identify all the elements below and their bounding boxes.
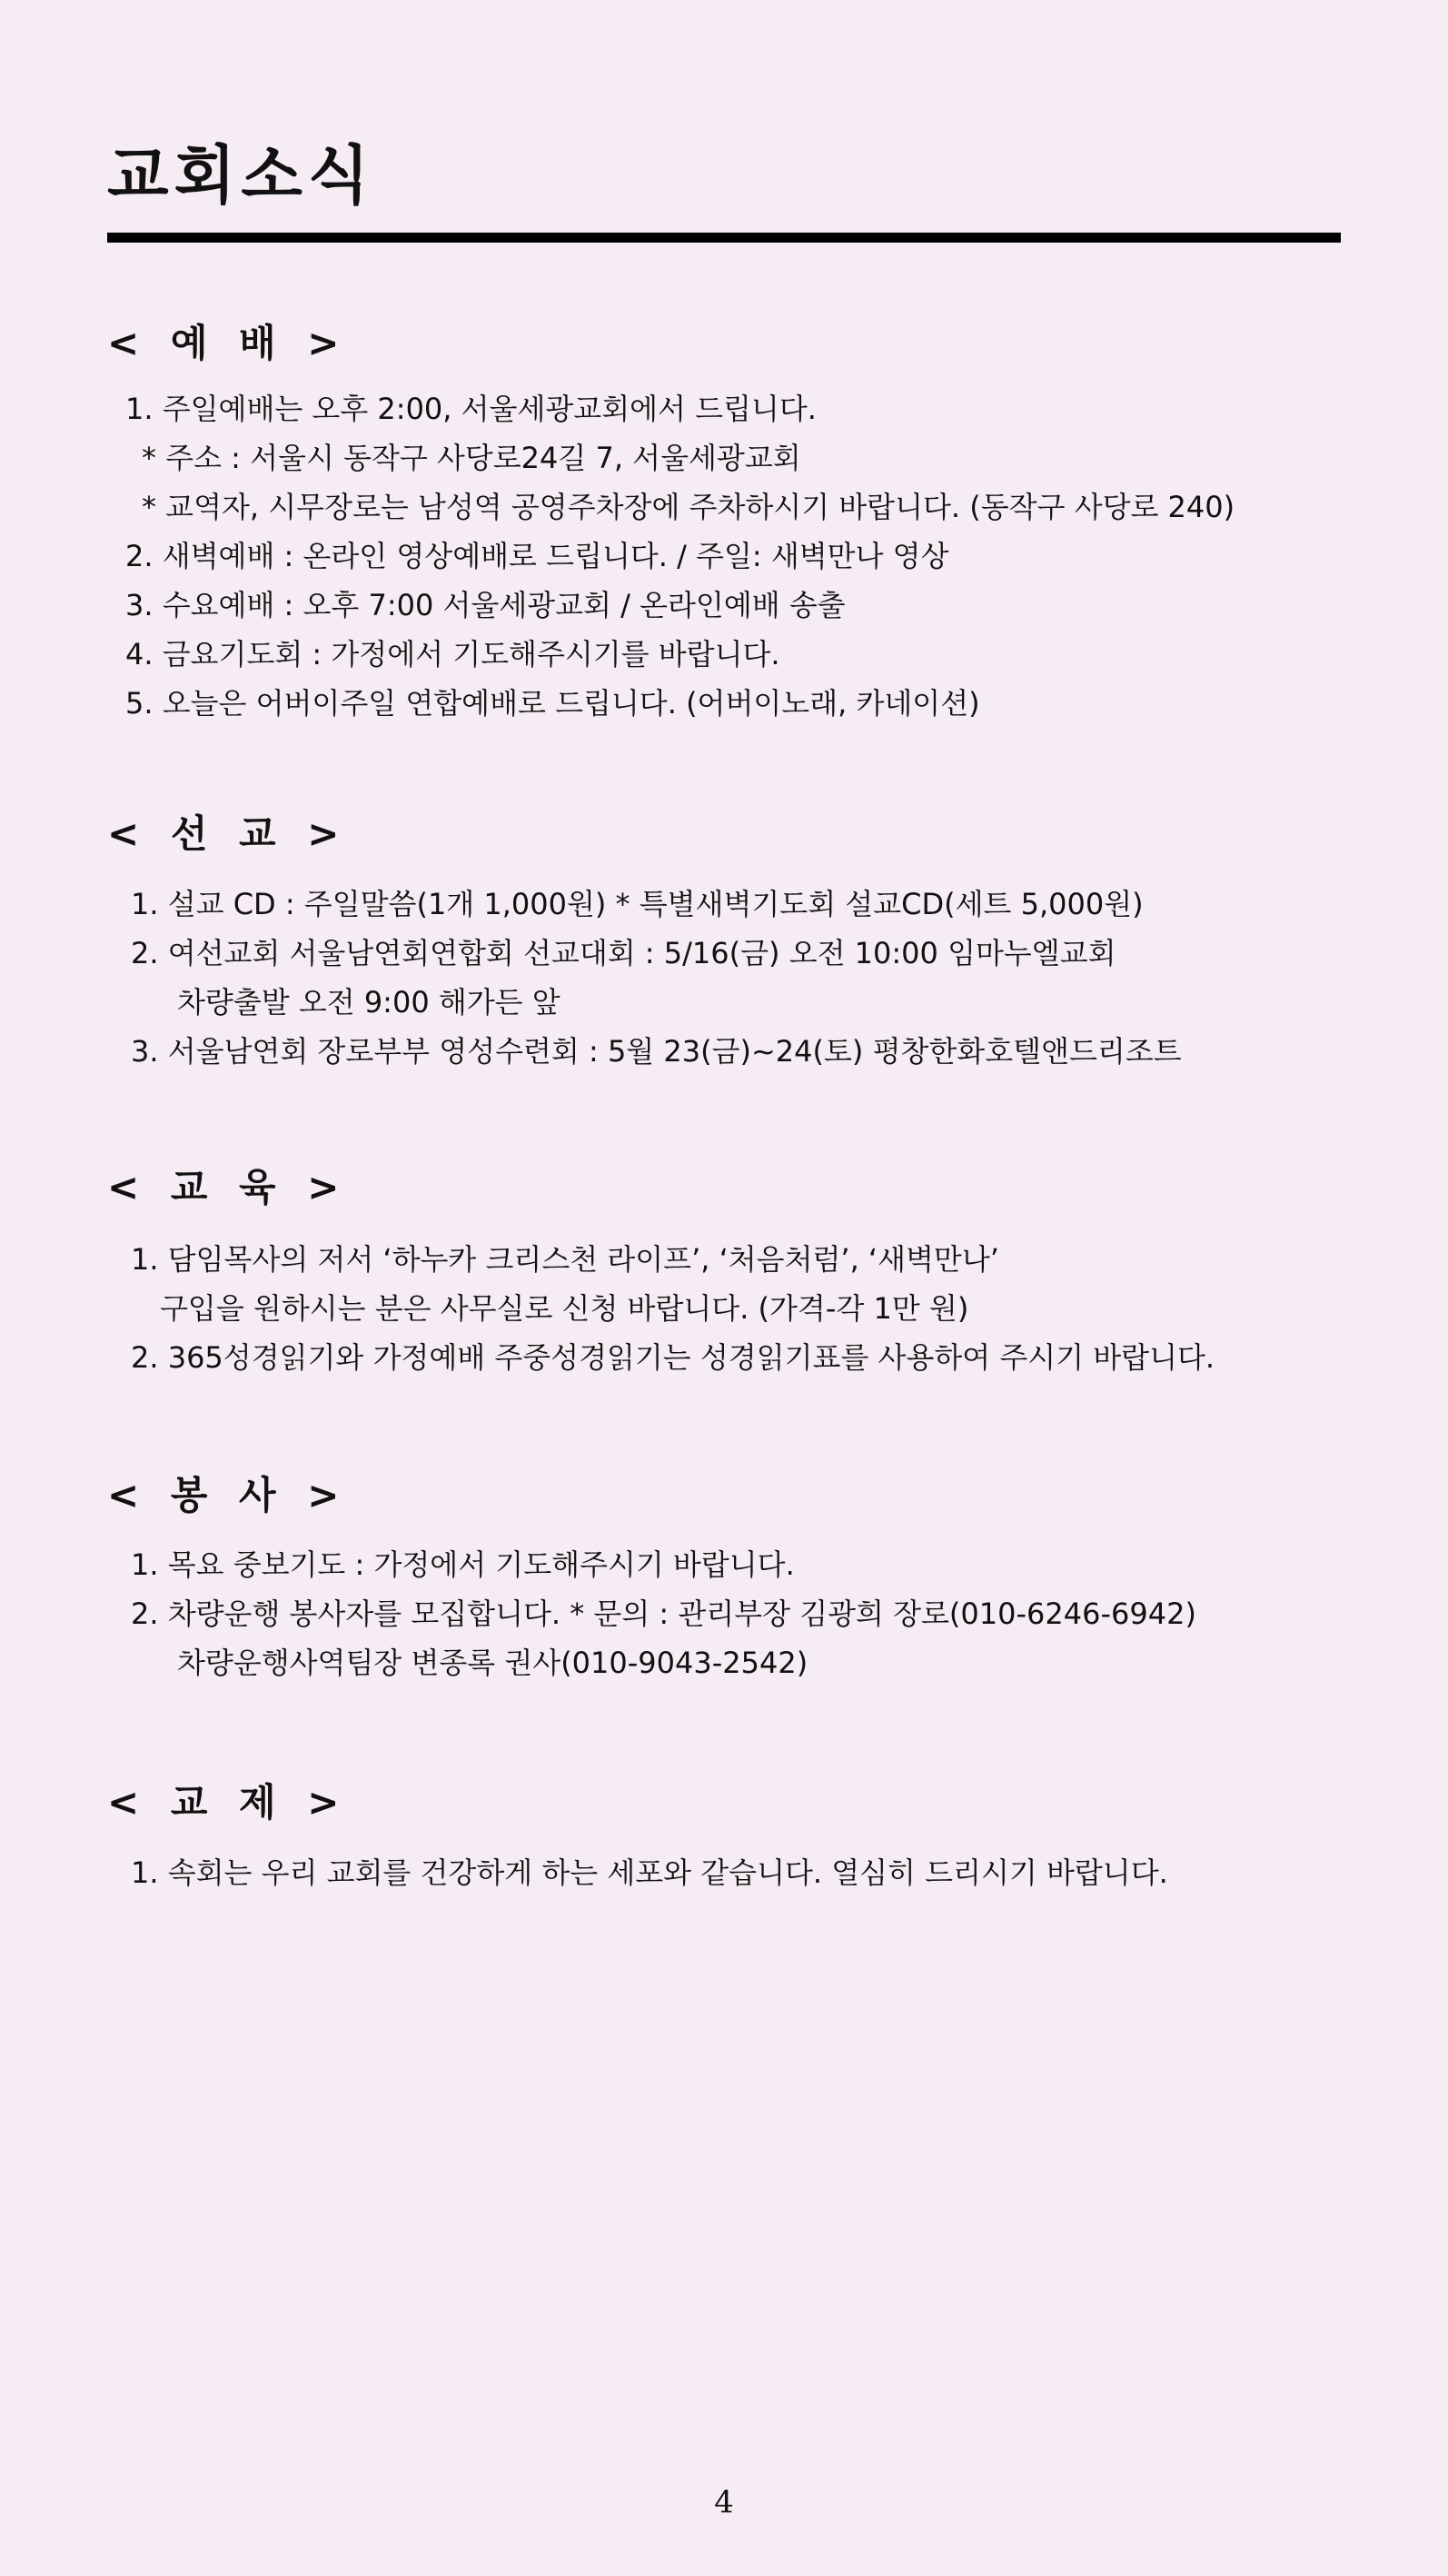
worship-item-3: 3. 수요예배 : 오후 7:00 서울세광교회 / 온라인예배 송출 (125, 588, 846, 622)
service-item-2: 2. 차량운행 봉사자를 모집합니다. * 문의 : 관리부장 김광희 장로(010-6246-6942) (131, 1596, 1196, 1631)
worship-item-2: 2. 새벽예배 : 온라인 영상예배로 드립니다. / 주일: 새벽만나 영상 (125, 539, 949, 573)
education-item-2: 2. 365성경읽기와 가정예배 주중성경읽기는 성경읽기표를 사용하여 주시기 바랍니다. (131, 1340, 1215, 1375)
worship-note-parking: * 교역자, 시무장로는 남성역 공영주차장에 주차하시기 바랍니다. (동작구 사당로 240) (142, 490, 1235, 524)
section-heading-service: < 봉 사 > (107, 1473, 349, 1517)
worship-item-4: 4. 금요기도회 : 가정에서 기도해주시기를 바랍니다. (125, 637, 780, 671)
mission-item-2: 2. 여선교회 서울남연회연합회 선교대회 : 5/16(금) 오전 10:00 임마누엘교회 (131, 936, 1116, 970)
worship-note-address: * 주소 : 서울시 동작구 사당로24길 7, 서울세광교회 (142, 441, 801, 475)
mission-item-2-detail: 차량출발 오전 9:00 해가든 앞 (177, 985, 560, 1019)
service-item-1: 1. 목요 중보기도 : 가정에서 기도해주시기 바랍니다. (131, 1547, 795, 1582)
worship-item-5: 5. 오늘은 어버이주일 연합예배로 드립니다. (어버이노래, 카네이션) (125, 686, 980, 721)
worship-item-1: 1. 주일예배는 오후 2:00, 서울세광교회에서 드립니다. (125, 392, 817, 426)
mission-item-1: 1. 설교 CD : 주일말씀(1개 1,000원) * 특별새벽기도회 설교CD(세트 5,000원) (131, 887, 1144, 921)
section-heading-fellowship: < 교 제 > (107, 1780, 349, 1825)
page-number: 4 (714, 2484, 734, 2521)
title-underline (107, 233, 1341, 243)
section-heading-worship: < 예 배 > (107, 321, 349, 365)
page-title: 교회소식 (107, 138, 375, 213)
mission-item-3: 3. 서울남연회 장로부부 영성수련회 : 5월 23(금)~24(토) 평창한화호텔앤드리조트 (131, 1034, 1182, 1069)
education-item-1-detail: 구입을 원하시는 분은 사무실로 신청 바랍니다. (가격-각 1만 원) (160, 1291, 969, 1326)
service-item-2-contact: 차량운행사역팀장 변종록 권사(010-9043-2542) (177, 1646, 808, 1680)
section-heading-mission: < 선 교 > (107, 811, 349, 856)
education-item-1: 1. 담임목사의 저서 ‘하누카 크리스천 라이프’, ‘처음처럼’, ‘새벽만나’ (131, 1242, 999, 1277)
fellowship-item-1: 1. 속회는 우리 교회를 건강하게 하는 세포와 같습니다. 열심히 드리시기 바랍니다. (131, 1855, 1168, 1890)
section-heading-education: < 교 육 > (107, 1165, 349, 1209)
